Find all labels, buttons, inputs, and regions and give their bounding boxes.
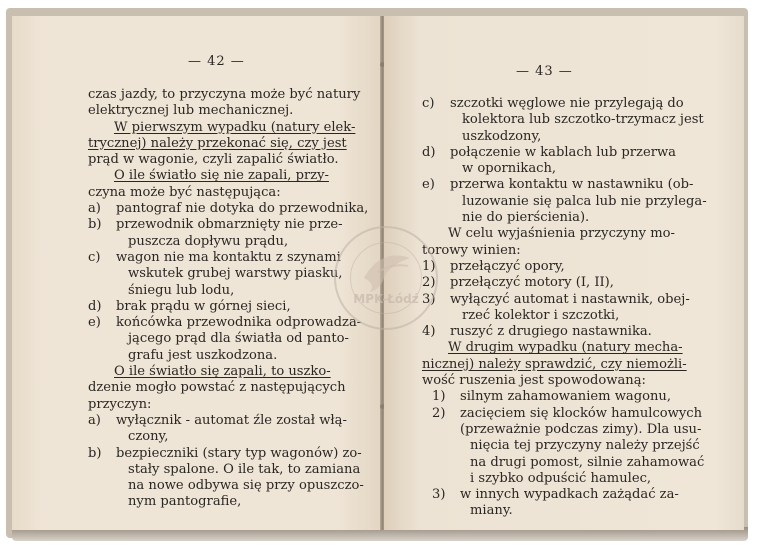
list-text (116, 413, 366, 446)
list-text (116, 299, 366, 315)
list-item (88, 201, 369, 217)
text-line: szczotki węglowe nie przylegają do (450, 96, 684, 111)
list-label: b) (88, 217, 102, 233)
list-text (450, 145, 704, 178)
text-line: końcówka przewodnika odprowadza- (116, 315, 362, 331)
underlined-text: W pierwszym wypadku (natury elek- (114, 119, 356, 135)
list-item (422, 389, 704, 405)
list-text (450, 177, 707, 226)
list-item (422, 292, 704, 325)
stamp-text: MPK-Łódź (353, 292, 419, 306)
underlined-text: O ile światło się zapali, to uszko- (114, 364, 331, 380)
list-label: d) (88, 298, 102, 314)
list-label: b) (88, 445, 102, 461)
text-line: bezpieczniki (stary typ wagonów) zo- (116, 445, 362, 461)
actions-list (422, 259, 704, 340)
list-item (422, 177, 707, 226)
text-line: (przeważnie podczas zimy). Dla usu- (460, 421, 702, 437)
list-item (88, 315, 366, 364)
list-label: 2) (432, 405, 446, 421)
page-number-right: — 43 — (516, 64, 573, 79)
list-text (116, 446, 366, 511)
list-item (422, 145, 704, 178)
underlined-text: W drugim wypadku (natury mecha- (448, 340, 683, 356)
text-line: wyłączyć automat i nastawnik, obej- (450, 291, 690, 307)
underlined-text: nicznej) należy sprawdzić, czy niemożli- (422, 356, 687, 372)
right-text (422, 96, 707, 520)
text-line (88, 168, 366, 184)
causes-list-left (88, 201, 369, 364)
text-line: stały spalone. O ile tak, to zamiana (128, 461, 361, 477)
left-page (12, 16, 382, 530)
text-line: połączenie w kablach lub przerwa (450, 144, 676, 160)
list-item (422, 275, 704, 291)
paragraph-motorman (422, 226, 704, 259)
list-label: 1) (422, 258, 436, 274)
text-line: uszkodzony, (462, 128, 542, 144)
text-line: jącego prąd dla światła od panto- (128, 331, 349, 347)
stamp-emblem-icon (358, 248, 414, 298)
list-item (422, 406, 704, 487)
underlined-text: O ile światło się nie zapali, przy- (114, 168, 329, 184)
list-label: e) (88, 315, 101, 331)
list-label: c) (88, 249, 101, 265)
underlined-text: trycznej) należy przekonać się, czy jest (88, 135, 347, 151)
text-line (422, 340, 704, 356)
list-label: a) (88, 201, 101, 217)
paragraph-light-on (88, 364, 366, 413)
text-line: W celu wyjaśnienia przyczyny mo- (448, 226, 675, 242)
list-text (450, 275, 704, 291)
text-line: brak prądu w górnej sieci, (116, 298, 291, 314)
text-line: i szybko odpuścić hamulec, (470, 470, 652, 486)
right-page (384, 16, 744, 530)
text-line: w innych wypadkach zażądać za- (460, 487, 679, 503)
list-item (88, 299, 366, 315)
list-text (450, 487, 704, 520)
text-line (88, 120, 366, 136)
list-text (450, 96, 704, 145)
list-text (116, 250, 366, 299)
list-label: 2) (422, 275, 436, 291)
list-text (116, 315, 366, 364)
list-label: 4) (422, 324, 436, 340)
text-line: kolektora lub szczotko-trzymacz jest (462, 112, 704, 128)
list-label: d) (422, 144, 436, 160)
intro-paragraph (88, 87, 366, 120)
text-line: miany. (470, 503, 513, 519)
text-line: nięcia tej przyczyny należy przejść (470, 438, 700, 454)
list-text (450, 259, 704, 275)
list-item (88, 413, 366, 446)
list-text (450, 389, 704, 405)
text-line: wskutek grubej warstwy piasku, (128, 266, 343, 282)
text-line: przełączyć motory (I, II), (450, 275, 614, 291)
list-label: 3) (422, 291, 436, 307)
paragraph-electrical (88, 120, 366, 169)
text-line: grafu jest uszkodzona. (128, 347, 278, 363)
list-text (116, 201, 368, 217)
watermark-stamp (334, 226, 438, 330)
list-text (116, 217, 366, 250)
text-line: na drugi pomost, silnie zahamować (470, 454, 705, 470)
list-text (450, 292, 704, 325)
list-item (422, 259, 704, 275)
list-label: 1) (432, 389, 446, 405)
damage-list-left (88, 413, 366, 511)
text-line: czyna może być następująca: (88, 184, 281, 200)
text-line: wość ruszenia jest spowodowaną: (422, 373, 646, 389)
text-line: prąd w wagonie, czyli zapalić światło. (88, 152, 339, 168)
page-number-left: — 42 — (188, 54, 245, 69)
text-line: przyczyn: (88, 396, 152, 412)
text-line: wyłącznik - automat źle został włą- (116, 412, 347, 428)
list-item (88, 250, 366, 299)
text-line: torowy winien: (422, 242, 521, 258)
list-text (450, 406, 704, 487)
paragraph-no-light (88, 168, 366, 201)
text-line: silnym zahamowaniem wagonu, (460, 389, 672, 405)
text-line: ruszyć z drugiego nastawnika. (450, 324, 652, 340)
list-item (422, 96, 704, 145)
text-line: wagon nie ma kontaktu z szynami (116, 249, 341, 265)
causes-list-right (422, 96, 707, 226)
text-line (88, 136, 366, 152)
mechanical-list (422, 389, 704, 519)
text-line: rzeć kolektor i szczotki, (462, 307, 620, 323)
text-line: na nowe odbywa się przy opuszczo- (128, 478, 364, 494)
list-item (88, 446, 366, 511)
text-line: przewodnik obmarznięty nie prze- (116, 217, 343, 233)
list-label: e) (422, 177, 435, 193)
list-item (422, 487, 704, 520)
text-line: nie do pierścienia). (462, 210, 590, 226)
text-line: w opornikach, (462, 161, 557, 177)
text-line (422, 357, 704, 373)
text-line: czony, (128, 429, 169, 445)
paragraph-mechanical (422, 340, 704, 389)
text-line: śniegu lub lodu, (128, 282, 235, 298)
text-line: luzowanie się palca lub nie przylega- (462, 193, 707, 209)
list-label: c) (422, 96, 435, 111)
text-line: nym pantografie, (128, 494, 242, 510)
list-item (422, 324, 704, 340)
left-text (88, 87, 369, 511)
text-line: elektrycznej lub mechanicznej. (88, 103, 294, 119)
list-label: a) (88, 412, 101, 428)
text-line: pantograf nie dotyka do przewodnika, (116, 201, 369, 217)
text-line (88, 364, 366, 380)
text-line: przełączyć opory, (450, 258, 565, 274)
text-line: dzenie mogło powstać z następujących (88, 380, 346, 396)
list-label: 3) (432, 487, 446, 503)
list-text (450, 324, 704, 340)
text-line: puszcza dopływu prądu, (128, 233, 289, 249)
text-line: przerwa kontaktu w nastawniku (ob- (450, 177, 694, 193)
text-line: czas jazdy, to przyczyna może być natury (88, 87, 361, 102)
list-item (88, 217, 366, 250)
text-line: zacięciem się klocków hamulcowych (460, 405, 703, 421)
